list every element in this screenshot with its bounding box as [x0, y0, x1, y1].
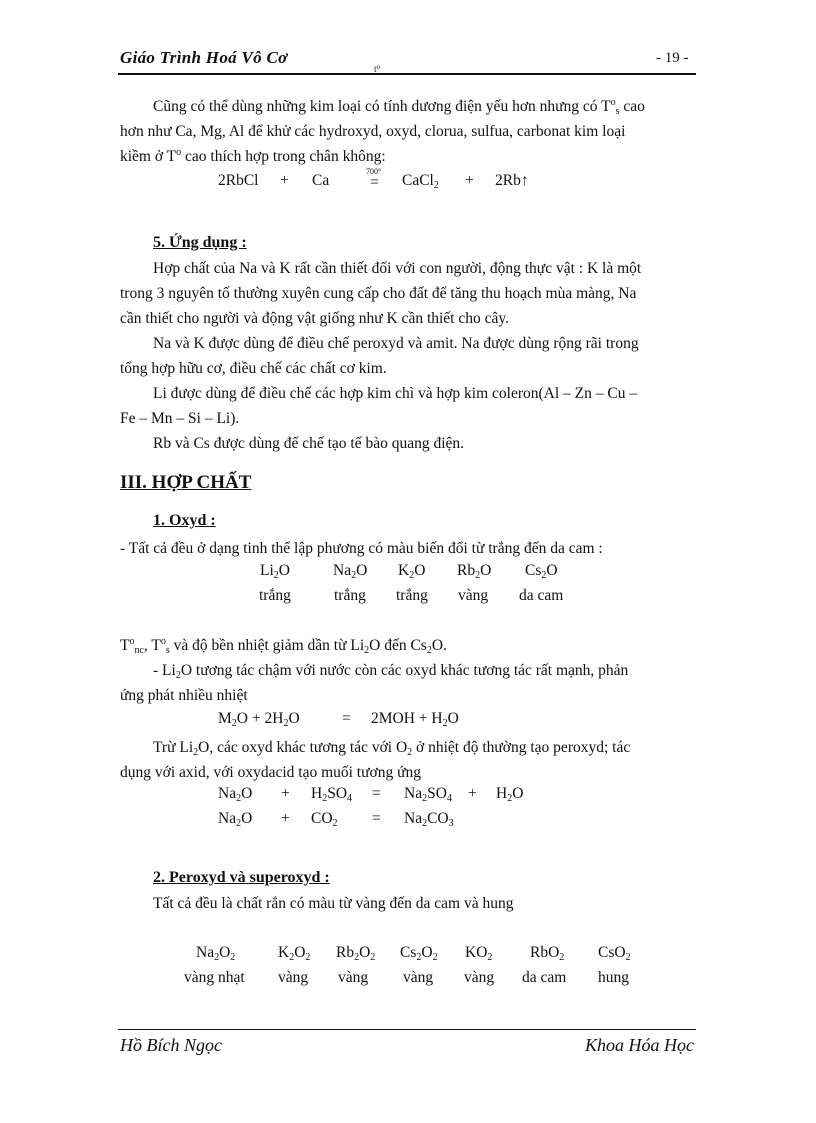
footer-author: Hồ Bích Ngọc — [120, 1035, 222, 1055]
equals-sign: = — [372, 810, 381, 827]
formula: Rb — [336, 944, 355, 961]
sub: 2 — [230, 952, 236, 963]
formula-tail: O — [278, 562, 290, 579]
intro-line-3-b: cao thích hợp trong chân không: — [181, 148, 386, 165]
section5-p1-line1: Hợp chất của Na và K rất cần thiết đối với con người, động thực vật : K là một — [153, 260, 642, 277]
plus-sign: + — [280, 172, 289, 189]
section-5-heading: 5. Ứng dụng : — [153, 234, 247, 251]
sub: 2 — [422, 818, 428, 829]
peroxyd-formula — [278, 944, 310, 962]
formula: O — [288, 710, 300, 727]
sub: 2 — [193, 747, 199, 758]
formula: Na — [404, 785, 423, 802]
header-temperature-mark: t⁰ — [374, 64, 381, 74]
formula: Na — [333, 562, 352, 579]
text: , T — [143, 637, 161, 654]
sub: 2 — [416, 952, 422, 963]
sub: s — [615, 106, 620, 117]
sub: 2 — [305, 952, 311, 963]
text: O đến Cs — [369, 637, 427, 654]
formula-tail: O — [546, 562, 558, 579]
text: T — [120, 637, 130, 654]
oxyd-formula — [525, 562, 558, 580]
sub: 2 — [175, 670, 181, 681]
sub: 2 — [487, 952, 493, 963]
formula: O — [359, 944, 371, 961]
formula: Na — [404, 810, 423, 827]
footer-department: Khoa Hóa Học — [585, 1035, 694, 1055]
intro-line-3-a: kiềm ở T — [120, 148, 177, 165]
section5-p4-line1: Rb và Cs được dùng để chế tạo tế bào quang điện. — [153, 435, 465, 452]
sub: 2 — [231, 718, 237, 729]
product-cacl2 — [402, 172, 439, 190]
formula-na2o — [218, 785, 252, 803]
sub: 2 — [236, 818, 242, 829]
page-number: - 19 - — [656, 50, 689, 66]
text: ở nhiệt độ thường tạo peroxyd; tác — [412, 739, 631, 756]
formula: H — [496, 785, 508, 802]
equals-sign: = — [370, 174, 379, 191]
sub: 2 — [442, 718, 448, 729]
text: O, các oxyd khác tương tác với O — [198, 739, 408, 756]
sub: 2 — [351, 570, 357, 581]
sub: 2 — [322, 793, 328, 804]
sup: o — [160, 636, 166, 647]
oxyd-formula — [260, 562, 290, 580]
intro-line-2: hơn như Ca, Mg, Al để khử các hydroxyd, oxyd, clorua, sulfua, carbonat kim loại — [120, 123, 626, 140]
formula-na2o — [218, 810, 252, 828]
formula: KO — [465, 944, 488, 961]
oxyd-color: trắng — [334, 587, 366, 604]
sub: 2 — [370, 952, 376, 963]
sub: 2 — [559, 952, 565, 963]
peroxyd-color: da cam — [522, 969, 567, 986]
formula: O — [512, 785, 524, 802]
formula: Na — [218, 785, 237, 802]
formula: O — [421, 944, 433, 961]
formula: Rb — [457, 562, 476, 579]
sub: 4 — [446, 793, 452, 804]
peroxyd-intro-line: Tất cả đều là chất rắn có màu từ vàng đến da cam và hung — [153, 895, 514, 912]
peroxyd-formula — [530, 944, 564, 962]
oxyd-water-line2: ứng phát nhiều nhiệt — [120, 687, 248, 704]
sub: s — [165, 645, 170, 656]
reactant-ca: Ca — [312, 172, 330, 189]
formula: O — [219, 944, 231, 961]
oxyd-water-line1 — [120, 658, 694, 683]
sub: 2 — [289, 952, 295, 963]
sub: 2 — [407, 747, 413, 758]
reactant-rbcl: 2RbCl — [218, 172, 259, 189]
intro-line-1: Cũng có thể dùng những kim loại có tính dương điện yếu hơn nhưng có T — [153, 98, 611, 115]
peroxyd-color: vàng — [464, 969, 495, 986]
sub: 2 — [541, 570, 547, 581]
equals-sign: = — [372, 785, 381, 802]
formula: 2MOH + H — [371, 710, 443, 727]
sub: 2 — [507, 793, 513, 804]
formula: K — [398, 562, 410, 579]
formula-tail: O — [414, 562, 426, 579]
text: - Li — [153, 662, 176, 679]
peroxyd-color: vàng — [338, 969, 369, 986]
sub: 2 — [236, 793, 242, 804]
peroxyd-formula — [400, 944, 438, 962]
formula-na2co3 — [404, 810, 454, 828]
formula: O — [241, 785, 253, 802]
plus-sign: + — [465, 172, 474, 189]
text: Trừ Li — [153, 739, 194, 756]
oxyd-color: vàng — [458, 587, 489, 604]
oxyd-trend-line — [120, 633, 694, 658]
oxyd-color: da cam — [519, 587, 564, 604]
formula: M — [218, 710, 232, 727]
peroxyd-color: hung — [598, 969, 629, 986]
formula: CO — [311, 810, 333, 827]
formula-tail: O — [356, 562, 368, 579]
formula: O — [241, 810, 253, 827]
section5-p3-line2: Fe – Mn – Si – Li). — [120, 410, 240, 427]
formula-na2so4 — [404, 785, 452, 803]
text: O tương tác chậm với nước còn các oxyd khác tương tác rất mạnh, phản — [180, 662, 629, 679]
peroxyd-heading: 2. Peroxyd và superoxyd : — [153, 869, 330, 886]
sub: 2 — [364, 645, 370, 656]
oxyd-intro-line: - Tất cả đều ở dạng tinh thể lập phương có màu biến đổi từ trắng đến da cam : — [120, 540, 603, 557]
footer-rule — [118, 1029, 696, 1030]
formula-co2 — [311, 810, 338, 828]
formula-h2o — [496, 785, 523, 803]
sub: 2 — [354, 952, 360, 963]
section5-p1-line3: cần thiết cho người và động vật giống như K cần thiết cho cây. — [120, 310, 509, 327]
equation-lhs — [218, 710, 300, 728]
plus-sign: + — [281, 785, 290, 802]
oxyd-color: trắng — [396, 587, 428, 604]
peroxyd-color: vàng — [403, 969, 434, 986]
sub: nc — [134, 645, 144, 656]
formula: SO — [327, 785, 348, 802]
sub: 2 — [625, 952, 631, 963]
formula: RbO — [530, 944, 560, 961]
sub: 2 — [409, 570, 415, 581]
sub: 2 — [432, 952, 438, 963]
section5-p3-line1: Li được dùng để điều chế các hợp kim chì và hợp kim coleron(Al – Zn – Cu – — [153, 385, 638, 402]
formula: CaCl — [402, 172, 434, 189]
reaction-condition: 700° — [366, 167, 382, 176]
section-3-heading: III. HỢP CHẤT — [120, 472, 252, 493]
plus-sign: + — [468, 785, 477, 802]
sup: o — [610, 97, 616, 108]
sub: 2 — [214, 952, 220, 963]
formula: Li — [260, 562, 274, 579]
formula: Cs — [525, 562, 542, 579]
section5-p1-line2: trong 3 nguyên tố thường xuyên cung cấp cho đất để tăng thu hoạch mùa màng, Na — [120, 285, 637, 302]
section5-p2-line2: tổng hợp hữu cơ, điều chế các chất cơ kim. — [120, 360, 387, 377]
sup: o — [176, 147, 182, 158]
sub: 2 — [433, 180, 439, 191]
text: và độ bền nhiệt giảm dần từ Li — [169, 637, 365, 654]
sub: 2 — [422, 793, 428, 804]
oxyd-peroxyd-line1 — [120, 735, 694, 760]
text: O. — [431, 637, 447, 654]
sub: 4 — [347, 793, 353, 804]
intro-paragraph — [120, 94, 694, 119]
intro-line-3 — [120, 144, 694, 169]
peroxyd-formula — [196, 944, 235, 962]
equals-sign: = — [342, 710, 351, 727]
sub: 3 — [448, 818, 454, 829]
peroxyd-formula — [598, 944, 631, 962]
formula: H — [311, 785, 323, 802]
sub: 2 — [426, 645, 432, 656]
peroxyd-color: vàng nhạt — [184, 969, 245, 986]
oxyd-peroxyd-line2: dụng với axid, với oxydacid tạo muối tương ứng — [120, 764, 421, 781]
plus-sign: + — [281, 810, 290, 827]
product-rb: 2Rb↑ — [495, 172, 529, 189]
formula: K — [278, 944, 290, 961]
sub: 2 — [283, 718, 289, 729]
oxyd-formula — [457, 562, 491, 580]
formula: CO — [427, 810, 449, 827]
header-title: Giáo Trình Hoá Vô Cơ — [120, 48, 288, 67]
equation-rhs — [371, 710, 459, 728]
sub: 2 — [475, 570, 481, 581]
formula-tail: O — [480, 562, 492, 579]
section5-p2-line1: Na và K được dùng để điều chế peroxyd và amit. Na được dùng rộng rãi trong — [153, 335, 639, 352]
formula: O + 2H — [236, 710, 284, 727]
peroxyd-color: vàng — [278, 969, 309, 986]
sup: o — [129, 636, 135, 647]
oxyd-heading: 1. Oxyd : — [153, 512, 216, 529]
oxyd-color: trắng — [259, 587, 291, 604]
formula: SO — [427, 785, 447, 802]
formula: O — [294, 944, 306, 961]
formula-h2so4 — [311, 785, 352, 803]
header-rule — [118, 73, 696, 75]
formula: Na — [196, 944, 215, 961]
formula: CsO — [598, 944, 626, 961]
sub: 2 — [273, 570, 279, 581]
formula: O — [447, 710, 459, 727]
oxyd-formula — [398, 562, 425, 580]
sub: 2 — [332, 818, 338, 829]
formula: Na — [218, 810, 237, 827]
intro-line-1-end: cao — [619, 98, 645, 115]
peroxyd-formula — [465, 944, 492, 962]
peroxyd-formula — [336, 944, 375, 962]
formula: Cs — [400, 944, 417, 961]
oxyd-formula — [333, 562, 367, 580]
